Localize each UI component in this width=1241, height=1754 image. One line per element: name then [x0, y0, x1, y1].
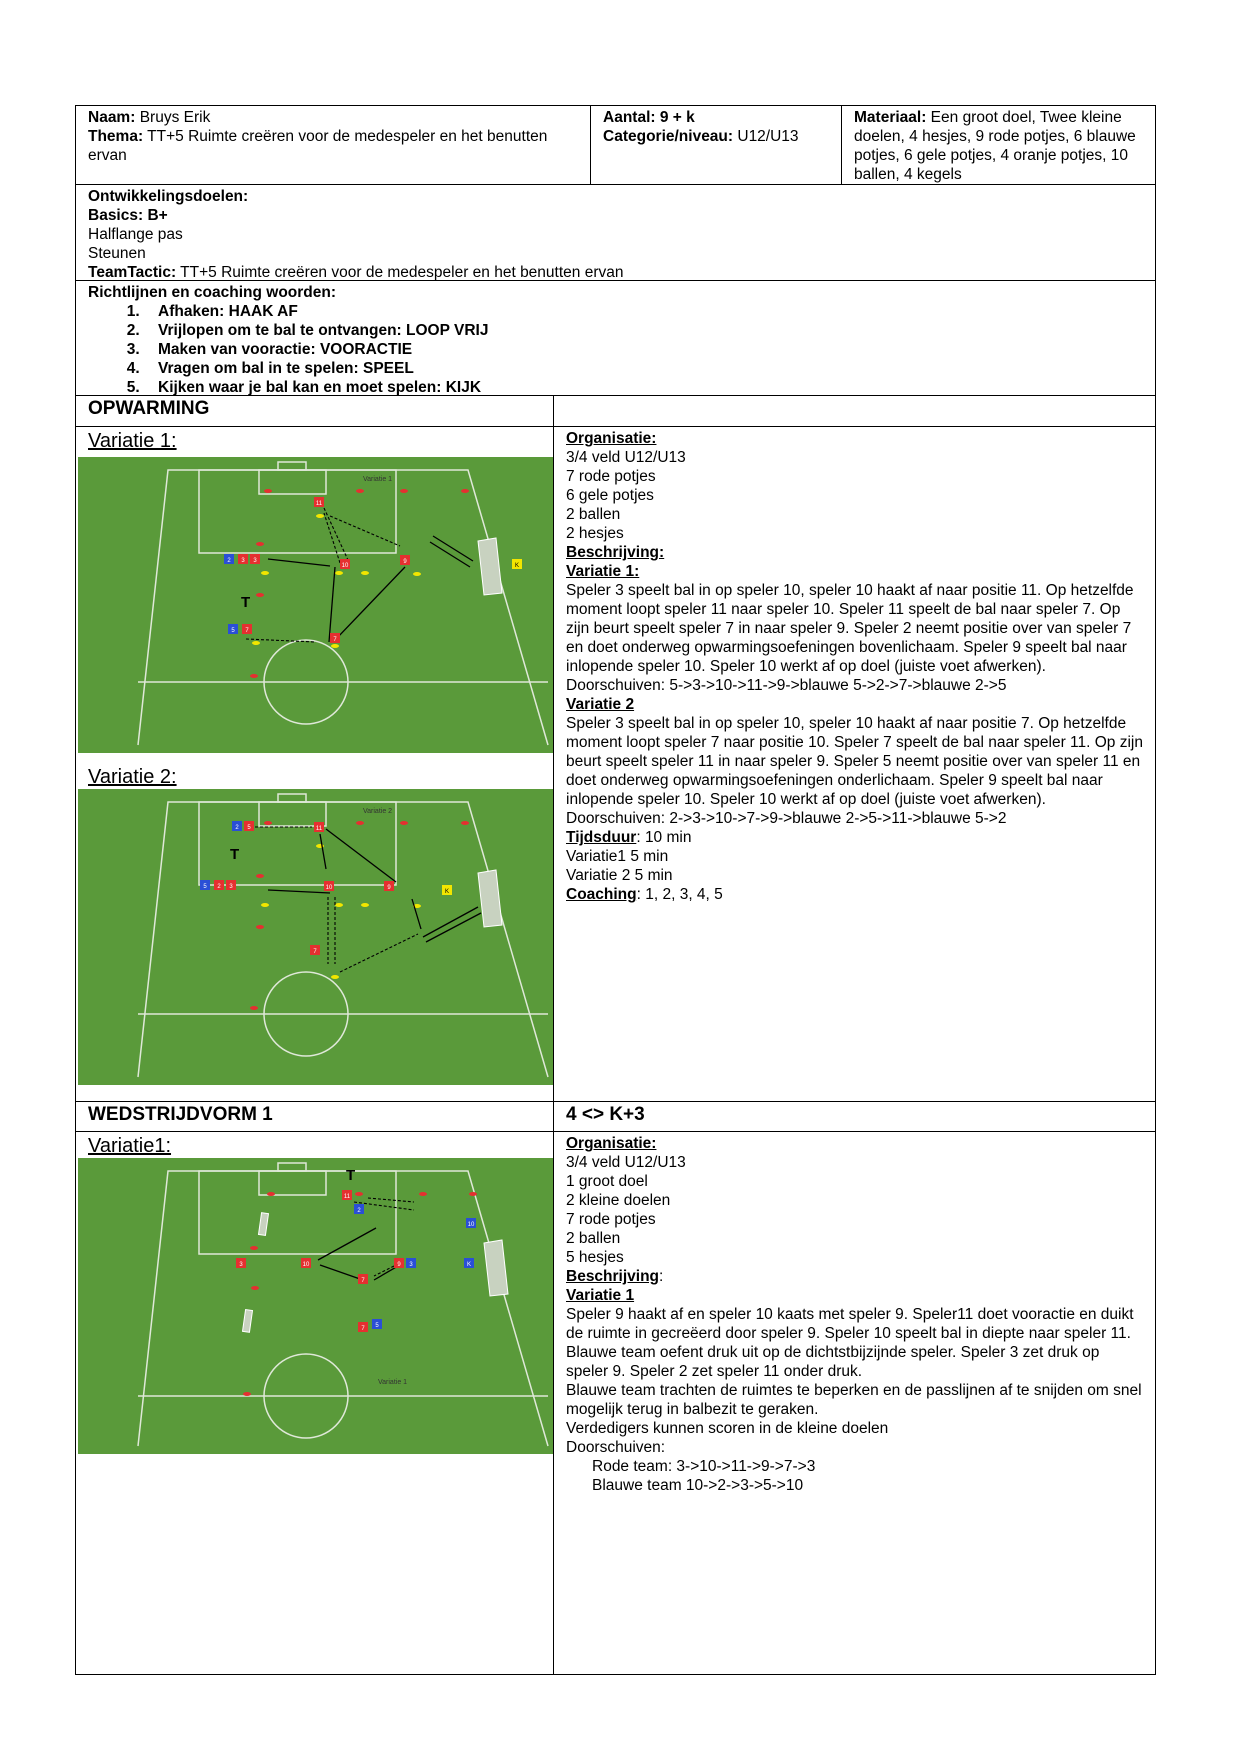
svg-text:10: 10	[467, 1222, 475, 1228]
beschrijving-paragraph: Verdedigers kunnen scoren in de kleine doelen	[566, 1420, 889, 1437]
svg-text:3: 3	[239, 1262, 243, 1268]
beschrijving-colon: :	[659, 1268, 664, 1285]
ontwikkeling-line2: Steunen	[88, 245, 146, 262]
svg-text:2: 2	[217, 884, 221, 890]
svg-text:2: 2	[235, 825, 239, 831]
naam-value: Bruys Erik	[135, 109, 211, 126]
coaching-item: 5. Kijken waar je bal kan en moet spelen: KIJK	[144, 378, 1143, 396]
svg-text:K: K	[444, 889, 450, 895]
ontwikkeling-cell	[75, 184, 1156, 281]
coaching-item: 1. Afhaken: HAAK AF	[144, 302, 1143, 321]
pitch-diagram-wedstrijdvorm	[78, 1158, 554, 1454]
wedstrijdvorm-title-cell	[75, 1101, 554, 1132]
categorie-value: U12/U13	[733, 128, 799, 145]
ontwikkeling-line1: Halflange pas	[88, 226, 183, 243]
materiaal-value: Een groot doel, Twee kleine doelen, 4 hesjes, 9 rode potjes, 6 blauwe potjes, 6 gele potjes, 4 oranje potjes, 10 ballen, 4 kegels	[854, 109, 1136, 183]
organisatie-line: 5 hesjes	[566, 1249, 624, 1266]
opwarming-diagram-cell	[75, 426, 554, 1102]
trainer-marker: T	[241, 594, 251, 611]
beschrijving-paragraph: Blauwe team trachten de ruimtes te beperken en de passlijnen af te snijden om snel mogelijk terug in balbezit te geraken.	[566, 1382, 1142, 1418]
diagram-caption: Variatie 1	[363, 476, 393, 483]
basics-label: Basics: B+	[88, 207, 168, 224]
naam-label: Naam:	[88, 109, 136, 126]
organisatie-line: 6 gele potjes	[566, 487, 654, 504]
trainer-marker: T	[230, 846, 240, 863]
wedstrijdvorm-diagram-cell	[75, 1131, 554, 1675]
svg-text:10: 10	[325, 885, 333, 891]
teamtactic-label: TeamTactic:	[88, 264, 177, 281]
tijd-variatie2: Variatie 2 5 min	[566, 867, 673, 884]
variatie1-doorschuiven: Doorschuiven: 5->3->10->11->9->blauwe 5->2->7->blauwe 2->5	[566, 677, 1007, 694]
svg-text:7: 7	[333, 637, 337, 643]
doorschuiven-label: Doorschuiven:	[566, 1439, 666, 1456]
coaching-list	[88, 302, 1143, 396]
beschrijving-label: Beschrijving:	[566, 544, 665, 561]
categorie-label: Categorie/niveau:	[603, 128, 734, 145]
wedstrijdvorm-subtitle-cell	[553, 1101, 1156, 1132]
variatie1-description: Speler 3 speelt bal in op speler 10, speler 10 haakt af naar positie 11. Op hetzelfde moment loopt speler 11 naar speler 10. Speler 11 speelt de bal naar speler 7. Op zijn beurt speelt speler 7 in naar speler 9. Speler 2 neemt positie over van speler 7 en doet onderweg opwarmingsoefeningen bovenlichaam. Speler 9 speelt bal naar inlopende speler 10. Speler 10 werkt af op doel (juiste voet afwerken).	[566, 582, 1134, 675]
coaching-item: 2. Vrijlopen om te bal te ontvangen: LOOP VRIJ	[144, 321, 1143, 340]
trainer-marker: T	[346, 1167, 356, 1184]
tijdsduur-label: Tijdsduur	[566, 829, 637, 846]
materiaal-label: Materiaal:	[854, 109, 927, 126]
opwarming-text-cell	[553, 426, 1156, 1102]
svg-text:11: 11	[343, 1194, 351, 1200]
svg-text:7: 7	[361, 1326, 365, 1332]
svg-text:5: 5	[231, 628, 235, 634]
variatie1-heading: Variatie 1:	[566, 563, 640, 580]
svg-text:K: K	[514, 563, 520, 569]
thema-value: TT+5 Ruimte creëren voor de medespeler en het benutten ervan	[88, 128, 548, 164]
organisatie-line: 1 groot doel	[566, 1173, 648, 1190]
tijdsduur-value: : 10 min	[636, 829, 692, 846]
opwarming-empty-cell	[553, 395, 1156, 427]
blauwe-team-rotation: Blauwe team 10->2->3->5->10	[592, 1477, 804, 1494]
svg-text:5: 5	[247, 825, 251, 831]
variatie2-doorschuiven: Doorschuiven: 2->3->10->7->9->blauwe 2->5->11->blauwe 5->2	[566, 810, 1007, 827]
svg-text:3: 3	[409, 1262, 413, 1268]
svg-text:3: 3	[229, 884, 233, 890]
wedstrijd-variatie-label: Variatie1:	[88, 1135, 172, 1157]
variatie1-label: Variatie 1:	[88, 430, 177, 452]
richtlijnen-cell	[75, 280, 1156, 396]
svg-text:7: 7	[245, 628, 249, 634]
wedstrijdvorm-text-cell	[553, 1131, 1156, 1675]
svg-text:9: 9	[397, 1262, 401, 1268]
pitch-diagram-variatie1	[78, 457, 554, 753]
rode-team-rotation: Rode team: 3->10->11->9->7->3	[592, 1458, 816, 1475]
organisatie-label: Organisatie:	[566, 1135, 657, 1152]
thema-label: Thema:	[88, 128, 144, 145]
svg-text:5: 5	[203, 884, 207, 890]
svg-text:K: K	[466, 1262, 472, 1268]
organisatie-line: 2 kleine doelen	[566, 1192, 671, 1209]
svg-text:5: 5	[375, 1323, 379, 1329]
beschrijving-label: Beschrijving	[566, 1268, 660, 1285]
opwarming-title-cell	[75, 395, 554, 427]
organisatie-line: 3/4 veld U12/U13	[566, 449, 686, 466]
svg-text:10: 10	[302, 1262, 310, 1268]
variatie2-label: Variatie 2:	[88, 766, 177, 788]
coaching-item: 3. Maken van vooractie: VOORACTIE	[144, 340, 1143, 359]
coaching-item: 4. Vragen om bal in te spelen: SPEEL	[144, 359, 1143, 378]
organisatie-line: 7 rode potjes	[566, 468, 656, 485]
organisatie-line: 2 ballen	[566, 1230, 621, 1247]
svg-text:7: 7	[361, 1278, 365, 1284]
header-materiaal-cell	[841, 105, 1156, 185]
svg-text:3: 3	[241, 558, 245, 564]
organisatie-line: 2 ballen	[566, 506, 621, 523]
diagram-caption: Variatie 2	[363, 808, 393, 815]
variatie2-description: Speler 3 speelt bal in op speler 10, speler 10 haakt af naar positie 7. Op hetzelfde moment loopt speler 7 naar positie 10. Speler 7 speelt de bal naar speler 11. Op zijn beurt speelt speler 11 in naar speler 9. Speler 5 neemt positie over van speler 11 en doet onderweg opwarmingsoefeningen onderlichaam. Speler 9 speelt bal naar inlopende speler 10. Speler 10 werkt af op doel (juiste voet afwerken).	[566, 715, 1143, 808]
organisatie-line: 7 rode potjes	[566, 1211, 656, 1228]
coaching-label: Coaching	[566, 886, 637, 903]
tijd-variatie1: Variatie1 5 min	[566, 848, 669, 865]
teamtactic-value: TT+5 Ruimte creëren voor de medespeler en het benutten ervan	[176, 264, 624, 281]
ontwikkeling-title: Ontwikkelingsdoelen:	[88, 188, 249, 205]
svg-text:7: 7	[313, 949, 317, 955]
pitch-diagram-variatie2	[78, 789, 554, 1085]
svg-text:10: 10	[341, 563, 349, 569]
organisatie-line: 2 hesjes	[566, 525, 624, 542]
opwarming-title: OPWARMING	[88, 398, 210, 419]
organisatie-label: Organisatie:	[566, 430, 657, 447]
richtlijnen-title: Richtlijnen en coaching woorden:	[88, 284, 337, 301]
beschrijving-paragraph: Blauwe team oefent druk uit op de dichtstbijzijnde speler. Speler 3 zet druk op speler 9. Speler 2 zet speler 11 onder druk.	[566, 1344, 1100, 1380]
organisatie-line: 3/4 veld U12/U13	[566, 1154, 686, 1171]
header-naam-cell	[75, 105, 591, 185]
svg-text:11: 11	[315, 501, 323, 507]
variatie1-heading: Variatie 1	[566, 1287, 635, 1304]
svg-text:11: 11	[315, 826, 323, 832]
wedstrijdvorm-subtitle: 4 <> K+3	[566, 1104, 645, 1125]
svg-text:3: 3	[253, 558, 257, 564]
svg-text:9: 9	[387, 885, 391, 891]
diagram-caption: Variatie 1	[378, 1379, 408, 1386]
aantal-label: Aantal: 9 + k	[603, 109, 695, 126]
header-aantal-cell	[590, 105, 842, 185]
coaching-value: : 1, 2, 3, 4, 5	[636, 886, 723, 903]
wedstrijdvorm-title: WEDSTRIJDVORM 1	[88, 1104, 273, 1125]
svg-text:9: 9	[403, 559, 407, 565]
variatie2-heading: Variatie 2	[566, 696, 635, 713]
svg-text:2: 2	[357, 1208, 361, 1214]
svg-text:2: 2	[227, 558, 231, 564]
beschrijving-paragraph: Speler 9 haakt af en speler 10 kaats met speler 9. Speler11 doet vooractie en duikt de ruimte in gecreëerd door speler 9. Speler 10 speelt bal in diepte naar speler 11.	[566, 1306, 1134, 1342]
